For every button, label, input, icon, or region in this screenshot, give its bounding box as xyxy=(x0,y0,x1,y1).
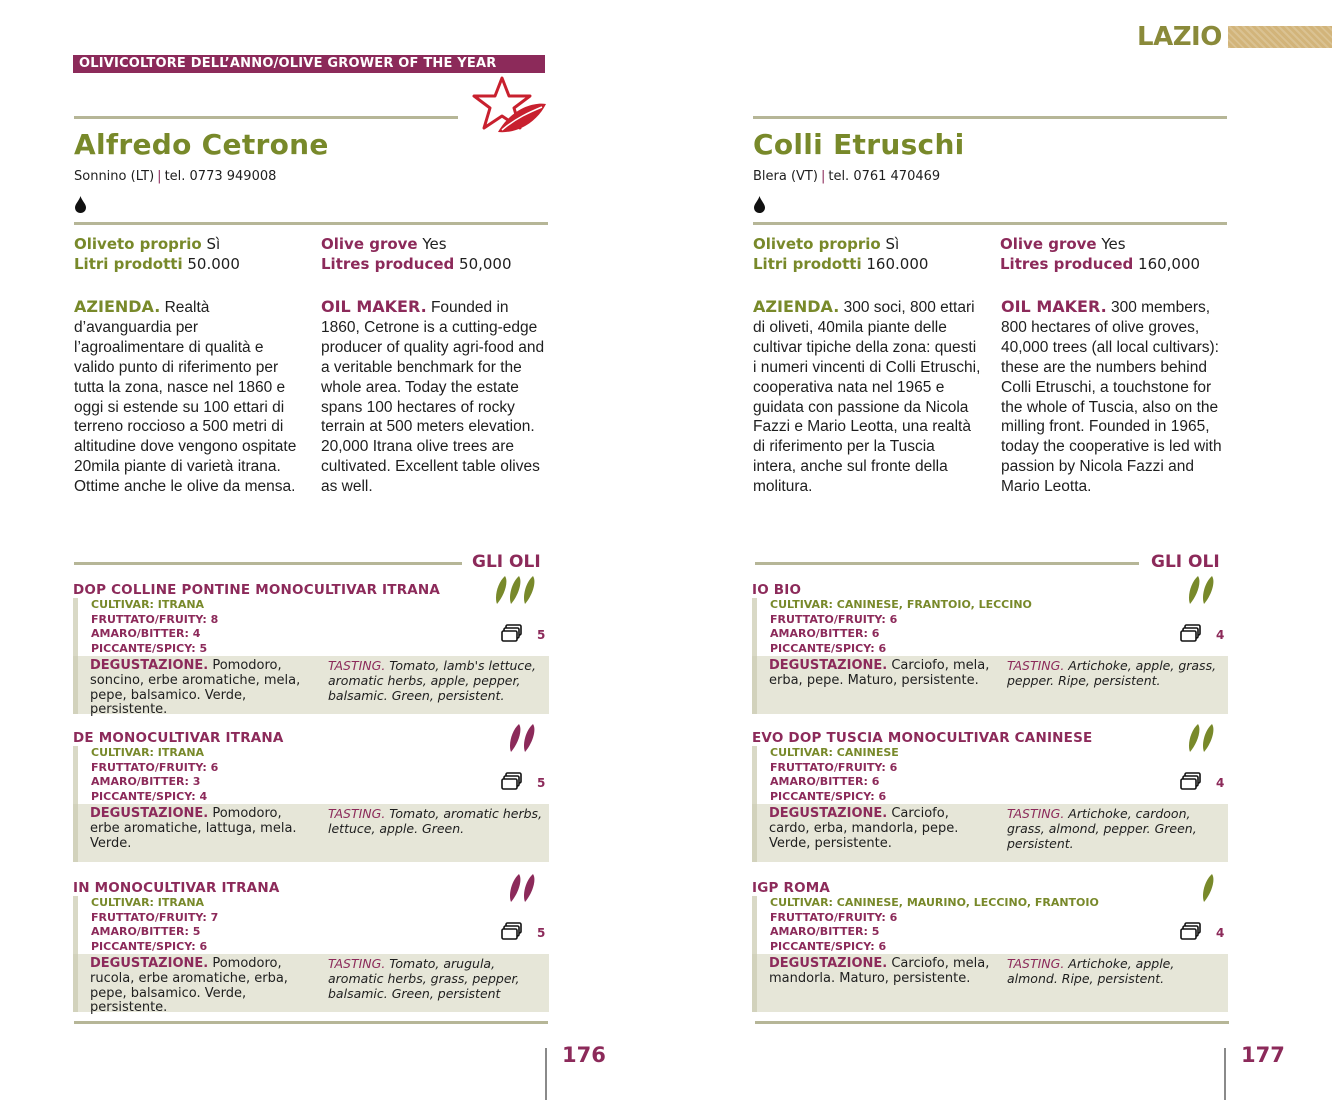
tasting-label: DEGUSTAZIONE. xyxy=(90,806,209,821)
description-text: Founded in 1860, Cetrone is a cutting-edge producer of quality agri-food and a veritable benchmark for the whole area. Today the estate spans 100 hectares of rocky terrain at 500 meters elevation. 20,000 Itrana olive trees are cultivated. Excellent table olives as well. xyxy=(321,299,545,496)
page-number-divider xyxy=(1224,1048,1226,1100)
package-icon xyxy=(1180,922,1202,940)
footer-rule xyxy=(74,1021,548,1024)
spec-cultivar: CULTIVAR: ITRANA xyxy=(91,896,205,909)
fact-value: 160,000 xyxy=(1138,255,1201,273)
tasting-en xyxy=(1007,957,1227,987)
spec-cultivar: CULTIVAR: CANINESE xyxy=(770,746,899,759)
tasting-label: DEGUSTAZIONE. xyxy=(769,956,888,971)
description-lead: AZIENDA. xyxy=(753,297,840,316)
tasting-text: Artichoke, apple, almond. Ripe, persistent. xyxy=(1007,956,1175,986)
spec-fruity: FRUTTATO/FRUITY: 6 xyxy=(770,612,898,626)
package-count: 5 xyxy=(537,628,546,642)
oils-heading: GLI OLI xyxy=(472,552,541,572)
package-icon xyxy=(501,624,523,642)
fact-value: Yes xyxy=(422,235,447,253)
fact-label: Oliveto proprio xyxy=(753,235,881,253)
tasting-it xyxy=(90,957,312,1016)
fact-value: Yes xyxy=(1101,235,1126,253)
tasting-text: Carciofo, cardo, erba, mandorla, pepe. Verde, persistente. xyxy=(769,806,959,851)
spec-cultivar: CULTIVAR: CANINESE, MAURINO, LECCINO, FRANTOIO xyxy=(770,896,1099,909)
header-rule xyxy=(74,116,458,119)
tasting-label: DEGUSTAZIONE. xyxy=(90,658,209,673)
description-en xyxy=(1001,297,1229,497)
description-lead: OIL MAKER. xyxy=(321,297,427,316)
description-text: 300 members, 800 hectares of olive groves, 40,000 trees (all local cultivars): these are the numbers behind Colli Etruschi, a touchstone for the whole of Tuscia, also on the milling front. Founded in 1965, today the cooperative is led with passion by Nicola Fazzi and Mario Leotta. xyxy=(1001,299,1222,496)
spec-cultivar: CULTIVAR: ITRANA xyxy=(91,746,205,759)
producer-name: Colli Etruschi xyxy=(753,128,965,161)
tasting-text: Carciofo, mela, mandorla. Maturo, persistente. xyxy=(769,956,990,986)
tasting-label: DEGUSTAZIONE. xyxy=(769,658,888,673)
page-number-divider xyxy=(545,1048,547,1100)
description-it xyxy=(74,297,302,497)
oils-rule xyxy=(755,562,1139,565)
package-count: 5 xyxy=(537,776,546,790)
oil-specs xyxy=(73,746,549,804)
oil-specs xyxy=(752,598,1228,656)
footer-rule xyxy=(755,1021,1229,1024)
spec-spicy: PICCANTE/SPICY: 6 xyxy=(770,939,887,953)
fact-label: Oliveto proprio xyxy=(74,235,202,253)
producer-contact xyxy=(74,169,276,184)
oil-specs xyxy=(752,896,1228,954)
spec-cultivar: CULTIVAR: ITRANA xyxy=(91,598,205,611)
package-icon xyxy=(1180,772,1202,790)
producer-name: Alfredo Cetrone xyxy=(74,128,329,161)
facts-en xyxy=(321,234,512,274)
spec-fruity: FRUTTATO/FRUITY: 6 xyxy=(91,760,219,774)
fact-value: 160.000 xyxy=(866,255,929,273)
region-band xyxy=(1228,26,1332,48)
right-page xyxy=(751,0,1285,1100)
package-icon xyxy=(501,922,523,940)
tasting-it xyxy=(769,957,991,987)
tasting-text: Pomodoro, soncino, erbe aromatiche, mela, pepe, balsamico. Verde, persistente. xyxy=(90,658,301,718)
facts-rule xyxy=(74,222,548,225)
tasting-label: TASTING. xyxy=(328,658,386,673)
tasting-en xyxy=(1007,659,1227,689)
producer-phone: tel. 0773 949008 xyxy=(164,169,277,184)
tasting-label: TASTING. xyxy=(1007,956,1065,971)
tasting-text: Tomato, lamb's lettuce, aromatic herbs, apple, pepper, balsamic. Green, persistent. xyxy=(328,658,536,703)
fact-label: Litres produced xyxy=(321,255,455,273)
spec-spicy: PICCANTE/SPICY: 4 xyxy=(91,789,208,803)
oil-tasting xyxy=(752,656,1228,714)
oil-specs xyxy=(73,896,549,954)
oil-tasting xyxy=(73,656,549,718)
region-label: LAZIO xyxy=(1137,22,1222,52)
award-star-icon xyxy=(468,74,548,140)
spec-bitter: AMARO/BITTER: 5 xyxy=(770,925,880,939)
tasting-label: DEGUSTAZIONE. xyxy=(769,806,888,821)
tasting-en xyxy=(328,957,548,1001)
spec-bitter: AMARO/BITTER: 3 xyxy=(91,775,201,789)
tasting-it xyxy=(90,659,312,718)
tasting-it xyxy=(769,807,991,851)
oil-name: IN MONOCULTIVAR ITRANA xyxy=(73,880,280,896)
description-lead: AZIENDA. xyxy=(74,297,161,316)
producer-location: Blera (VT) xyxy=(753,169,818,184)
tasting-en xyxy=(1007,807,1227,851)
oil-drop-icon xyxy=(754,196,765,213)
tasting-text: Artichoke, cardoon, grass, almond, pepper. Green, persistent. xyxy=(1007,806,1197,851)
facts-rule xyxy=(753,222,1227,225)
left-page xyxy=(72,0,606,1100)
oils-heading: GLI OLI xyxy=(1151,552,1220,572)
fact-label: Litri prodotti xyxy=(753,255,862,273)
oil-drop-icon xyxy=(75,196,86,213)
spec-spicy: PICCANTE/SPICY: 6 xyxy=(770,789,887,803)
tasting-text: Pomodoro, rucola, erbe aromatiche, erba, pepe, balsamico. Verde, persistente. xyxy=(90,956,288,1016)
tasting-label: TASTING. xyxy=(1007,806,1065,821)
package-icon xyxy=(1180,624,1202,642)
package-icon xyxy=(501,772,523,790)
fact-value: Sì xyxy=(206,235,221,253)
oil-tasting xyxy=(73,954,549,1016)
tasting-label: TASTING. xyxy=(1007,658,1065,673)
package-count: 4 xyxy=(1216,628,1225,642)
header-rule xyxy=(753,116,1227,119)
spec-bitter: AMARO/BITTER: 5 xyxy=(91,925,201,939)
package-count: 5 xyxy=(537,926,546,940)
tasting-text: Carciofo, mela, erba, pepe. Maturo, persistente. xyxy=(769,658,990,688)
oil-name: EVO DOP TUSCIA MONOCULTIVAR CANINESE xyxy=(752,730,1093,746)
facts-it xyxy=(753,234,928,274)
oil-name: DOP COLLINE PONTINE MONOCULTIVAR ITRANA xyxy=(73,582,441,598)
description-en xyxy=(321,297,546,497)
package-count: 4 xyxy=(1216,776,1225,790)
tasting-en xyxy=(328,659,548,703)
facts-it xyxy=(74,234,240,274)
oil-name: DE MONOCULTIVAR ITRANA xyxy=(73,730,284,746)
oil-tasting xyxy=(752,954,1228,1012)
tasting-label: DEGUSTAZIONE. xyxy=(90,956,209,971)
oils-rule xyxy=(74,562,462,565)
spec-bitter: AMARO/BITTER: 6 xyxy=(770,775,880,789)
description-lead: OIL MAKER. xyxy=(1001,297,1107,316)
oil-tasting xyxy=(73,804,549,862)
spec-fruity: FRUTTATO/FRUITY: 8 xyxy=(91,612,219,626)
tasting-label: TASTING. xyxy=(328,806,386,821)
facts-en xyxy=(1000,234,1200,274)
tasting-text: Artichoke, apple, grass, pepper. Ripe, persistent. xyxy=(1007,658,1217,688)
spec-spicy: PICCANTE/SPICY: 5 xyxy=(91,641,208,655)
producer-contact xyxy=(753,169,940,184)
tasting-text: Pomodoro, erbe aromatiche, lattuga, mela. Verde. xyxy=(90,806,297,851)
separator: | xyxy=(157,169,162,184)
description-text: Realtà d’avanguardia per l’agroalimentare di qualità e valido punto di riferimento per tutta la zona, nasce nel 1860 e oggi si estende su 100 ettari di terreno roccioso a 500 metri di altitudine dove vengono ospitate 20mila piante di varietà itrana. Ottime anche le olive da mensa. xyxy=(74,299,297,496)
spec-bitter: AMARO/BITTER: 4 xyxy=(91,627,201,641)
fact-label: Litri prodotti xyxy=(74,255,183,273)
tasting-text: Tomato, arugula, aromatic herbs, grass, pepper, balsamic. Green, persistent xyxy=(328,956,520,1001)
package-count: 4 xyxy=(1216,926,1225,940)
fact-label: Olive grove xyxy=(321,235,418,253)
spec-bitter: AMARO/BITTER: 6 xyxy=(770,627,880,641)
award-banner: OLIVICOLTORE DELL’ANNO/OLIVE GROWER OF THE YEAR xyxy=(73,55,545,73)
spec-fruity: FRUTTATO/FRUITY: 6 xyxy=(770,760,898,774)
oil-specs xyxy=(73,598,549,656)
oil-specs xyxy=(752,746,1228,804)
tasting-label: TASTING. xyxy=(328,956,386,971)
tasting-text: Tomato, aromatic herbs, lettuce, apple. Green. xyxy=(328,806,543,836)
oil-name: IGP ROMA xyxy=(752,880,831,896)
oil-name: IO BIO xyxy=(752,582,802,598)
description-it xyxy=(753,297,981,497)
fact-label: Litres produced xyxy=(1000,255,1134,273)
separator: | xyxy=(820,169,826,184)
spec-spicy: PICCANTE/SPICY: 6 xyxy=(91,939,208,953)
producer-location: Sonnino (LT) xyxy=(74,169,155,184)
fact-value: 50.000 xyxy=(187,255,240,273)
fact-label: Olive grove xyxy=(1000,235,1097,253)
spec-cultivar: CULTIVAR: CANINESE, FRANTOIO, LECCINO xyxy=(770,598,1032,611)
spec-fruity: FRUTTATO/FRUITY: 7 xyxy=(91,910,219,924)
page-number: 176 xyxy=(562,1043,606,1067)
fact-value: 50,000 xyxy=(459,255,512,273)
page-number: 177 xyxy=(1241,1043,1285,1067)
oil-tasting xyxy=(752,804,1228,862)
producer-phone: tel. 0761 470469 xyxy=(828,169,941,184)
tasting-it xyxy=(90,807,312,851)
spec-spicy: PICCANTE/SPICY: 6 xyxy=(770,641,887,655)
spec-fruity: FRUTTATO/FRUITY: 6 xyxy=(770,910,898,924)
description-text: 300 soci, 800 ettari di oliveti, 40mila piante delle cultivar tipiche della zona: questi i numeri vincenti di Colli Etruschi, cooperativa nata nel 1965 e guidata con passione da Nicola Fazzi e Mario Leotta, una realtà di riferimento per la Tuscia intera, anche sul fronte della molitura. xyxy=(753,299,981,496)
tasting-en xyxy=(328,807,548,837)
tasting-it xyxy=(769,659,991,689)
fact-value: Sì xyxy=(885,235,900,253)
